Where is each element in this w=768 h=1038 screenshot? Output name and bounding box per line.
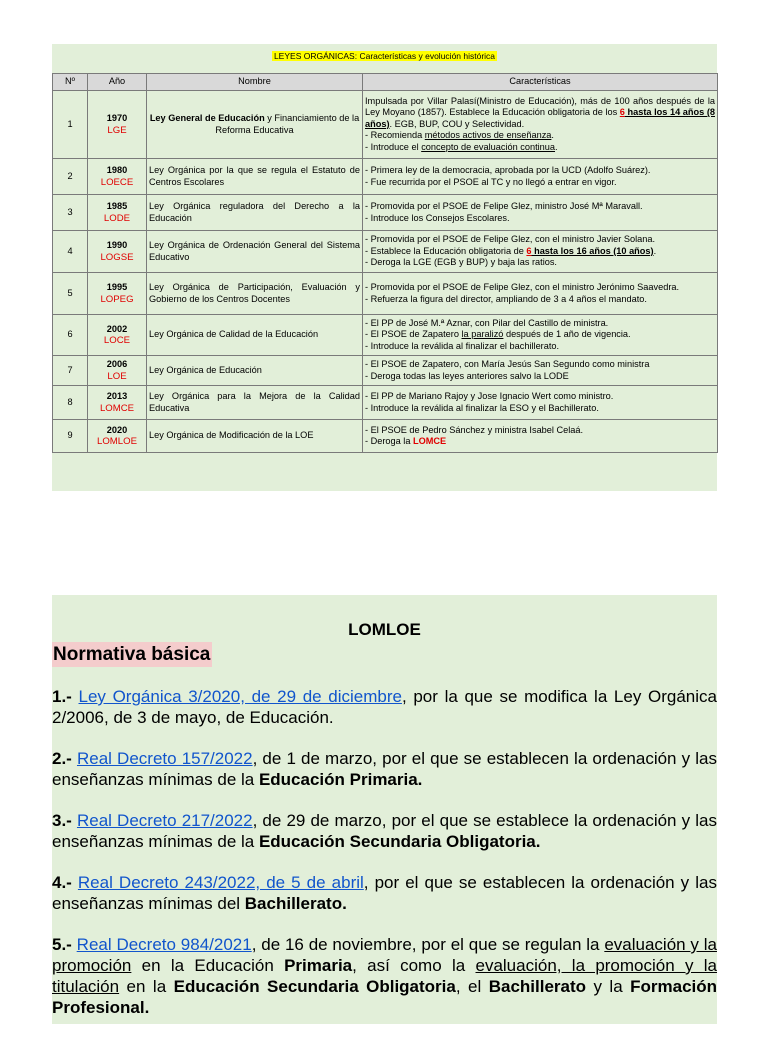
regulation-list bbox=[52, 686, 717, 1038]
characteristic-line bbox=[365, 130, 715, 142]
characteristic-line bbox=[365, 201, 715, 213]
text-run: . bbox=[551, 130, 554, 141]
text-run: Ley Orgánica reguladora del Derecho a la Educación bbox=[149, 201, 360, 223]
text-run: - Establece la Educación obligatoria de bbox=[365, 245, 527, 256]
text-run: en la Educación bbox=[131, 956, 285, 975]
text-run: , por la que se modifica la Ley Orgánica 2/2006, de 3 de mayo, de Educación. bbox=[52, 687, 717, 727]
table-row bbox=[53, 386, 718, 420]
text-run: - Refuerza la figura del director, ampliando de 3 a 4 años el mandato. bbox=[365, 293, 647, 304]
text-run: 6 bbox=[526, 245, 532, 256]
table-title: LEYES ORGÁNICAS: Características y evolución histórica bbox=[273, 51, 496, 61]
law-year: 2013 bbox=[106, 391, 128, 401]
text-run: - Promovida por el PSOE de Felipe Glez, con el ministro Javier Solana. bbox=[365, 234, 656, 245]
regulation-link[interactable]: Real Decreto 243/2022, de 5 de abril bbox=[77, 873, 364, 892]
regulation-link[interactable]: Ley Orgánica 3/2020, de 29 de diciembre bbox=[78, 687, 402, 706]
text-run: evaluación y la promoción bbox=[52, 935, 717, 975]
text-run: evaluación, la promoción y la titulación bbox=[52, 956, 718, 996]
row-year-cell bbox=[88, 159, 147, 195]
header-year: Año bbox=[88, 74, 147, 91]
table-row bbox=[53, 195, 718, 231]
text-run: hasta los 16 años (10 años) bbox=[531, 245, 654, 256]
law-characteristics bbox=[363, 159, 718, 195]
law-acronym: LOE bbox=[107, 370, 127, 382]
section-subtitle: Normativa básica bbox=[53, 644, 211, 665]
characteristic-line bbox=[365, 425, 715, 437]
text-run: - Deroga la LGE (EGB y BUP) y baja las ratios. bbox=[365, 257, 557, 268]
law-name bbox=[147, 91, 363, 159]
text-run: , de 29 de marzo, por el que se establece la ordenación y las enseñanzas mínimas de la bbox=[52, 811, 717, 851]
regulation-link[interactable]: Real Decreto 984/2021 bbox=[76, 935, 252, 954]
lomloe-panel bbox=[52, 595, 717, 1024]
text-run: concepto de evaluación continua bbox=[421, 141, 556, 152]
text-run: Bachillerato. bbox=[244, 894, 347, 913]
text-run: - El PSOE de Zapatero, con María Jesús San Segundo como ministra bbox=[365, 359, 650, 369]
table-row bbox=[53, 356, 718, 386]
row-year-cell bbox=[88, 273, 147, 315]
characteristic-line bbox=[365, 341, 715, 353]
text-run: 3.- bbox=[52, 811, 72, 830]
text-run: después de 1 año de vigencia. bbox=[503, 329, 631, 340]
law-characteristics bbox=[363, 315, 718, 356]
text-run: Ley Orgánica de Educación bbox=[149, 364, 262, 375]
law-year: 1985 bbox=[106, 201, 128, 211]
law-name bbox=[147, 356, 363, 386]
law-acronym: LOCE bbox=[103, 335, 131, 346]
characteristic-line bbox=[365, 234, 715, 246]
row-number: 7 bbox=[53, 356, 88, 386]
text-run: - Recomienda bbox=[365, 130, 425, 141]
text-run: 6 bbox=[619, 107, 625, 118]
regulation-link[interactable]: Real Decreto 157/2022 bbox=[76, 749, 253, 768]
row-year-cell bbox=[88, 195, 147, 231]
row-number: 2 bbox=[53, 159, 88, 195]
text-run: - Introduce los Consejos Escolares. bbox=[365, 212, 510, 223]
law-name bbox=[147, 159, 363, 195]
text-run: - Promovida por el PSOE de Felipe Glez, con el ministro Jerónimo Saavedra. bbox=[365, 282, 680, 292]
law-acronym: LOECE bbox=[100, 176, 134, 188]
text-run: - Deroga todas las leyes anteriores salvo la LODE bbox=[365, 370, 569, 381]
row-number: 8 bbox=[53, 386, 88, 420]
text-run: Ley Orgánica por la que se regula el Estatuto de Centros Escolares bbox=[149, 165, 360, 187]
text-run: - El PP de Mariano Rajoy y Jose Ignacio Wert como ministro. bbox=[365, 391, 614, 401]
law-year: 1990 bbox=[106, 240, 128, 250]
text-run: Educación Primaria. bbox=[258, 770, 423, 789]
header-characteristics: Características bbox=[363, 74, 718, 91]
text-run: - Promovida por el PSOE de Felipe Glez, ministro José Mª Maravall. bbox=[365, 201, 643, 211]
law-name bbox=[147, 315, 363, 356]
law-year: 1970 bbox=[106, 113, 128, 123]
law-characteristics bbox=[363, 91, 718, 159]
law-acronym: LOPEG bbox=[100, 293, 134, 305]
law-year: 2020 bbox=[106, 424, 128, 435]
characteristic-line bbox=[365, 142, 715, 154]
regulation-item bbox=[52, 872, 717, 914]
regulation-link[interactable]: Real Decreto 217/2022 bbox=[76, 811, 253, 830]
law-acronym: LOGSE bbox=[100, 251, 134, 263]
regulation-item bbox=[52, 810, 717, 852]
text-run: Educación Secundaria Obligatoria bbox=[173, 977, 456, 996]
text-run: , el bbox=[455, 977, 489, 996]
text-run: . bbox=[653, 245, 657, 256]
regulation-item bbox=[52, 934, 717, 1018]
characteristic-line bbox=[365, 371, 715, 383]
section-title: LOMLOE bbox=[348, 620, 421, 639]
text-run: Primaria bbox=[284, 956, 353, 975]
text-run: métodos activos de enseñanza bbox=[424, 130, 552, 141]
header-num: Nº bbox=[53, 74, 88, 91]
law-characteristics bbox=[363, 273, 718, 315]
text-run: - Introduce la reválida al finalizar el bachillerato. bbox=[365, 340, 560, 351]
text-run: Ley Orgánica de Calidad de la Educación bbox=[149, 329, 319, 340]
text-run: - El PP de José M.ª Aznar, con Pilar del Castillo de ministra. bbox=[365, 317, 609, 328]
characteristic-line bbox=[365, 318, 715, 330]
law-characteristics bbox=[363, 356, 718, 386]
law-name bbox=[147, 273, 363, 315]
characteristic-line bbox=[365, 436, 715, 448]
characteristic-line bbox=[365, 177, 715, 189]
text-run: , así como la bbox=[352, 956, 476, 975]
table-header-row bbox=[53, 74, 718, 91]
law-name bbox=[147, 231, 363, 273]
row-year-cell bbox=[88, 356, 147, 386]
text-run: 4.- bbox=[52, 873, 72, 892]
text-run: - El PSOE de Zapatero bbox=[365, 329, 462, 340]
text-run: - Introduce la reválida al finalizar la ESO y el Bachillerato. bbox=[365, 402, 599, 413]
law-characteristics bbox=[363, 231, 718, 273]
law-name bbox=[147, 386, 363, 420]
regulation-item bbox=[52, 748, 717, 790]
text-run: - Introduce el bbox=[365, 141, 422, 152]
characteristic-line bbox=[365, 403, 715, 415]
table-row bbox=[53, 231, 718, 273]
law-acronym: LODE bbox=[103, 212, 131, 224]
text-run: Ley Orgánica de Ordenación General del Sistema Educativo bbox=[149, 240, 360, 262]
law-name bbox=[147, 195, 363, 231]
row-year-cell bbox=[88, 91, 147, 159]
text-run: Ley Orgánica para la Mejora de la Calidad Educativa bbox=[149, 391, 360, 413]
characteristic-line bbox=[365, 391, 715, 403]
text-run: y la bbox=[586, 977, 631, 996]
law-acronym: LOMCE bbox=[99, 402, 135, 414]
row-number: 3 bbox=[53, 195, 88, 231]
laws-table bbox=[52, 73, 718, 453]
law-year: 1980 bbox=[106, 165, 128, 175]
row-number: 9 bbox=[53, 420, 88, 453]
text-run: , de 1 de marzo, por el que se establecen la ordenación y las enseñanzas mínimas de la bbox=[52, 749, 717, 789]
characteristic-line bbox=[365, 246, 715, 258]
text-run bbox=[72, 687, 79, 706]
text-run: Ley Orgánica de Modificación de la LOE bbox=[149, 430, 314, 441]
text-run: Bachillerato bbox=[488, 977, 587, 996]
law-year: 1995 bbox=[106, 282, 128, 292]
row-year-cell bbox=[88, 386, 147, 420]
law-year: 2002 bbox=[106, 323, 128, 334]
text-run: - Primera ley de la democracia, aprobada por la UCD (Adolfo Suárez). bbox=[365, 165, 651, 175]
law-characteristics bbox=[363, 195, 718, 231]
characteristic-line bbox=[365, 257, 715, 269]
text-run: 1.- bbox=[52, 687, 72, 706]
table-row bbox=[53, 273, 718, 315]
characteristic-line bbox=[365, 359, 715, 371]
table-body bbox=[53, 91, 718, 453]
law-acronym: LOMLOE bbox=[97, 436, 137, 447]
text-run: hasta los 14 años (8 años) bbox=[365, 107, 715, 129]
text-run: Impulsada por Villar Palasí(Ministro de Educación), más de 100 años después de la Ley Moyano (1857). Establece la Educación obligatoria de los bbox=[365, 95, 715, 118]
characteristic-line bbox=[365, 165, 715, 177]
text-run: , por el que se establecen la ordenación y las enseñanzas mínimas del bbox=[52, 873, 717, 913]
text-run: - Deroga la bbox=[365, 436, 414, 446]
table-row bbox=[53, 315, 718, 356]
law-acronym: LGE bbox=[107, 124, 127, 136]
text-run: . bbox=[555, 141, 558, 152]
text-run: . EGB, BUP, COU y Selectividad. bbox=[389, 118, 525, 129]
characteristic-line bbox=[365, 213, 715, 225]
text-run: Formación Profesional. bbox=[52, 977, 718, 1017]
text-run: 2.- bbox=[52, 749, 72, 768]
characteristic-line bbox=[365, 329, 715, 341]
text-run: Educación Secundaria Obligatoria. bbox=[258, 832, 541, 851]
text-run: , de 16 de noviembre, por el que se regulan la bbox=[251, 935, 605, 954]
row-year-cell bbox=[88, 315, 147, 356]
law-characteristics bbox=[363, 420, 718, 453]
laws-table-panel bbox=[52, 44, 717, 491]
text-run: - El PSOE de Pedro Sánchez y ministra Isabel Celaá. bbox=[365, 424, 584, 435]
header-name: Nombre bbox=[147, 74, 363, 91]
law-name bbox=[147, 420, 363, 453]
characteristic-line bbox=[365, 96, 715, 131]
characteristic-line bbox=[365, 294, 715, 306]
table-row bbox=[53, 420, 718, 453]
text-run: Ley General de Educación bbox=[149, 113, 265, 123]
text-run: LOMCE bbox=[413, 436, 447, 446]
law-characteristics bbox=[363, 386, 718, 420]
table-row bbox=[53, 159, 718, 195]
text-run: Ley Orgánica de Participación, Evaluación y Gobierno de los Centros Docentes bbox=[149, 282, 360, 304]
law-year: 2006 bbox=[106, 359, 128, 369]
text-run: 5.- bbox=[52, 935, 72, 954]
row-number: 4 bbox=[53, 231, 88, 273]
row-number: 1 bbox=[53, 91, 88, 159]
table-row bbox=[53, 91, 718, 159]
row-year-cell bbox=[88, 231, 147, 273]
text-run: - Fue recurrida por el PSOE al TC y no llegó a entrar en vigor. bbox=[365, 176, 617, 187]
characteristic-line bbox=[365, 282, 715, 294]
row-year-cell bbox=[88, 420, 147, 453]
text-run: y Financiamiento de la Reforma Educativa bbox=[215, 113, 360, 135]
regulation-item bbox=[52, 686, 717, 728]
text-run: la paralizó bbox=[461, 329, 504, 340]
row-number: 6 bbox=[53, 315, 88, 356]
text-run: en la bbox=[119, 977, 174, 996]
row-number: 5 bbox=[53, 273, 88, 315]
